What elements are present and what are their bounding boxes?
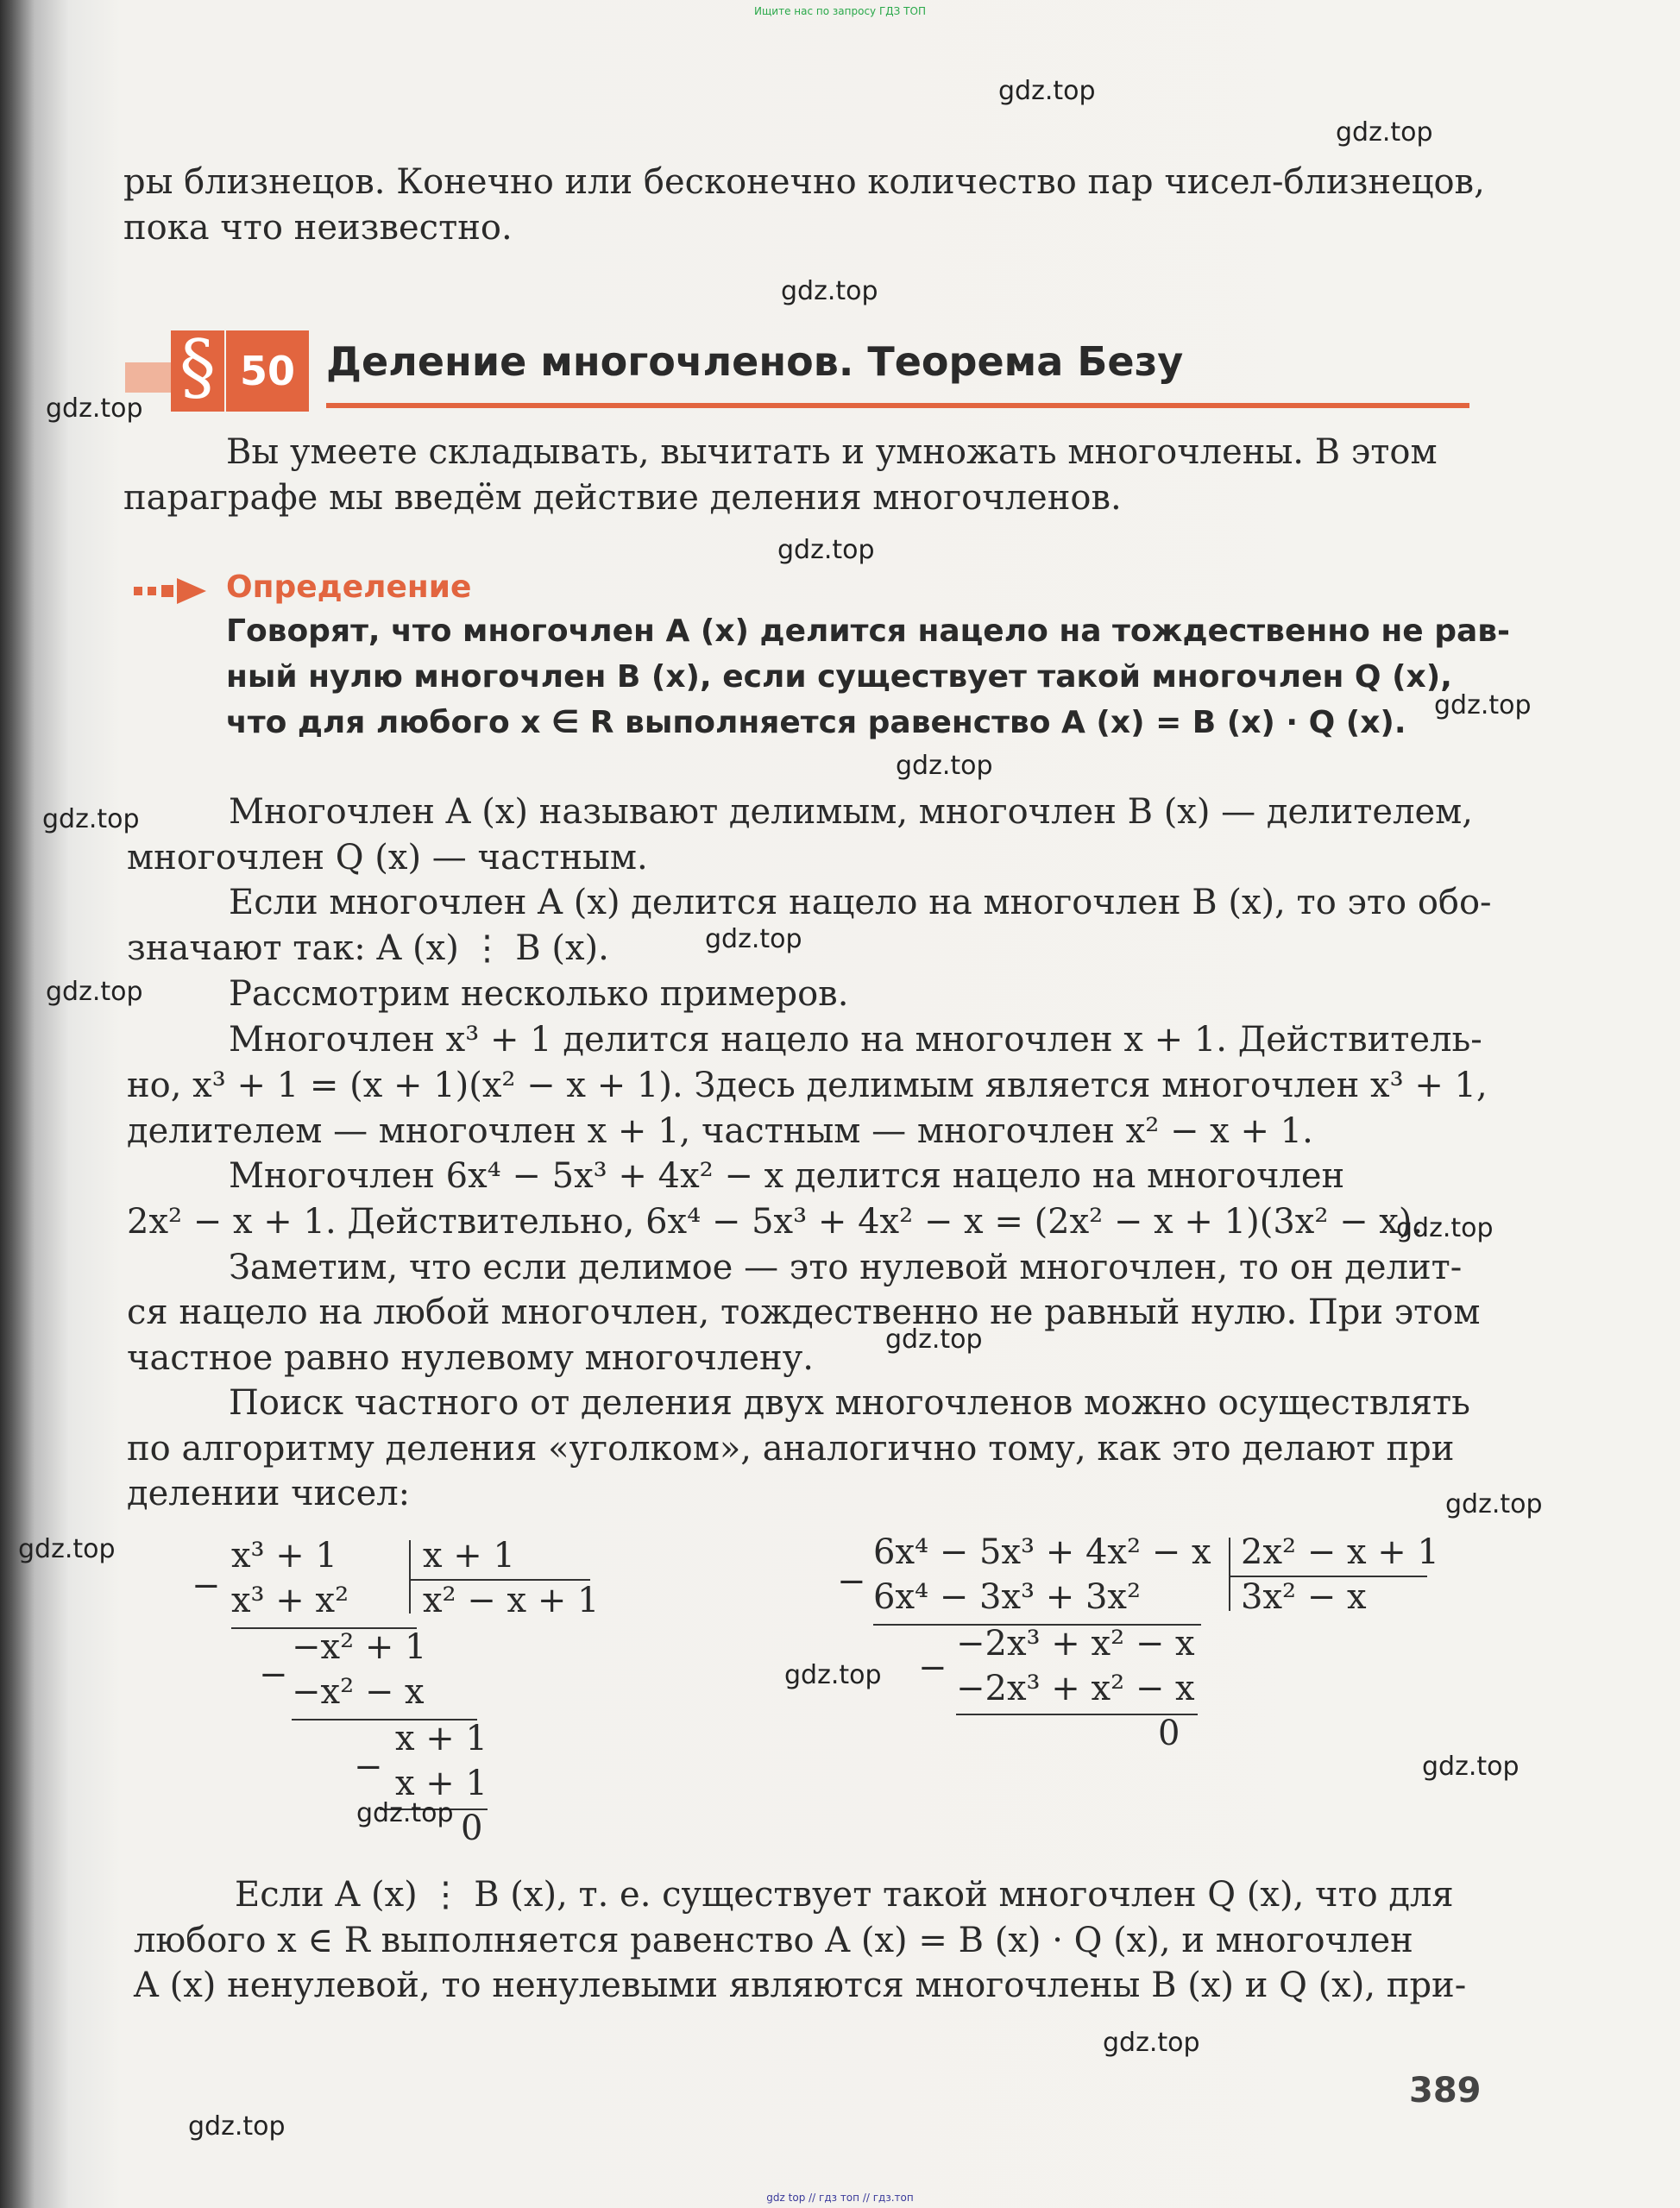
page-number: 389 (1409, 2071, 1482, 2110)
body-line-5: Рассмотрим несколько примеров. (229, 974, 849, 1014)
division1-subtrahend-2: −x² − x (292, 1672, 425, 1712)
division1-quotient: x² − x + 1 (423, 1581, 600, 1620)
watermark: gdz.top (781, 276, 878, 306)
division1-subtrahend-1: x³ + x² (231, 1581, 349, 1620)
watermark: gdz.top (1422, 1752, 1520, 1782)
closing-line-2: любого x ∈ R выполняется равенство A (x) = B (x) · Q (x), и многочлен (134, 1921, 1413, 1960)
definition-arrow-icon (134, 576, 211, 606)
division1-dividend: x³ + 1 (231, 1536, 337, 1576)
body-line-10: 2x² − x + 1. Действительно, 6x⁴ − 5x³ + 4x² − x = (2x² − x + 1)(3x² − x). (127, 1202, 1424, 1242)
division1-remainder-2: x + 1 (395, 1719, 488, 1758)
division1-bracket-vertical (409, 1540, 411, 1614)
watermark: gdz.top (46, 977, 143, 1007)
body-line-9: Многочлен 6x⁴ − 5x³ + 4x² − x делится нацело на многочлен (229, 1156, 1345, 1196)
top-search-note: Ищите нас по запросу ГДЗ ТОП (754, 5, 926, 17)
watermark: gdz.top (42, 804, 140, 834)
division2-quotient: 3x² − x (1241, 1577, 1367, 1617)
watermark: gdz.top (1396, 1213, 1494, 1243)
closing-line-1: Если A (x) ⋮ B (x), т. е. существует такой многочлен Q (x), что для (235, 1875, 1454, 1915)
definition-line-1: Говорят, что многочлен A (x) делится нацело на тождественно не рав- (226, 613, 1510, 649)
division2-remainder-2: 0 (1158, 1714, 1180, 1753)
division2-remainder-1: −2x³ + x² − x (956, 1624, 1195, 1664)
para1-line-1: Вы умеете складывать, вычитать и умножать многочлены. В этом (226, 432, 1438, 472)
watermark: gdz.top (1434, 690, 1532, 720)
definition-line-2: ный нулю многочлен B (x), если существует такой многочлен Q (x), (226, 659, 1452, 695)
body-line-8: делителем — многочлен x + 1, частным — многочлен x² − x + 1. (127, 1111, 1313, 1151)
body-line-11: Заметим, что если делимое — это нулевой многочлен, то он делит- (229, 1248, 1463, 1287)
watermark: gdz.top (998, 76, 1096, 106)
body-line-6: Многочлен x³ + 1 делится нацело на многочлен x + 1. Действитель- (229, 1020, 1482, 1060)
definition-label: Определение (226, 569, 472, 605)
watermark: gdz.top (1445, 1489, 1543, 1519)
body-line-7: но, x³ + 1 = (x + 1)(x² − x + 1). Здесь делимым является многочлен x³ + 1, (127, 1066, 1488, 1105)
division1-minus-3: − (354, 1747, 383, 1787)
body-line-14: Поиск частного от деления двух многочленов можно осуществлять (229, 1383, 1470, 1423)
watermark: gdz.top (18, 1534, 116, 1564)
division1-subtrahend-3: x + 1 (395, 1764, 488, 1803)
body-line-12: ся нацело на любой многочлен, тождественно не равный нулю. При этом (127, 1293, 1481, 1332)
para1-line-2: параграфе мы введём действие деления многочленов. (123, 478, 1122, 518)
body-line-3: Если многочлен A (x) делится нацело на многочлен B (x), то это обо- (229, 883, 1492, 922)
watermark: gdz.top (885, 1324, 983, 1355)
closing-line-3: A (x) ненулевой, то ненулевыми являются многочлены B (x) и Q (x), при- (134, 1966, 1467, 2005)
definition-line-3: что для любого x ∈ R выполняется равенство A (x) = B (x) · Q (x). (226, 705, 1406, 740)
division2-bracket-vertical (1229, 1538, 1230, 1611)
division2-subtrahend-1: 6x⁴ − 3x³ + 3x² (873, 1577, 1142, 1617)
watermark: gdz.top (784, 1660, 882, 1690)
division1-divisor: x + 1 (423, 1536, 515, 1576)
watermark: gdz.top (356, 1798, 454, 1828)
division2-minus-2: − (918, 1648, 947, 1688)
watermark: gdz.top (188, 2111, 286, 2142)
watermark: gdz.top (46, 393, 143, 424)
section-title-underline (326, 403, 1469, 408)
division2-dividend: 6x⁴ − 5x³ + 4x² − x (873, 1532, 1211, 1572)
division1-remainder-3: 0 (461, 1809, 483, 1848)
division1-remainder-1: −x² + 1 (292, 1627, 427, 1667)
watermark: gdz.top (1103, 2028, 1200, 2058)
body-line-15: по алгоритму деления «уголком», аналогично тому, как это делают при (127, 1429, 1455, 1469)
division2-divisor: 2x² − x + 1 (1241, 1532, 1439, 1572)
watermark: gdz.top (705, 924, 802, 954)
watermark: gdz.top (777, 535, 875, 565)
division2-minus-1: − (837, 1562, 866, 1601)
body-line-13: частное равно нулевому многочлену. (127, 1338, 814, 1378)
body-line-4: значают так: A (x) ⋮ B (x). (127, 928, 609, 968)
bottom-note: gdz top // гдз топ // гдз.топ (766, 2192, 914, 2204)
division1-minus-2: − (259, 1655, 288, 1695)
body-line-2: многочлен Q (x) — частным. (127, 838, 648, 878)
section-symbol: § (179, 324, 216, 409)
watermark: gdz.top (1336, 117, 1433, 148)
intro-line-2: пока что неизвестно. (123, 208, 513, 248)
body-line-16: делении чисел: (127, 1474, 411, 1513)
section-title: Деление многочленов. Теорема Безу (326, 338, 1184, 385)
intro-line-1: ры близнецов. Конечно или бесконечно количество пар чисел-близнецов, (123, 162, 1485, 202)
body-line-1: Многочлен A (x) называют делимым, многочлен B (x) — делителем, (229, 792, 1473, 832)
division1-minus-1: − (192, 1566, 221, 1606)
division2-subtrahend-2: −2x³ + x² − x (956, 1669, 1195, 1708)
watermark: gdz.top (896, 751, 993, 781)
section-number: 50 (226, 330, 309, 412)
